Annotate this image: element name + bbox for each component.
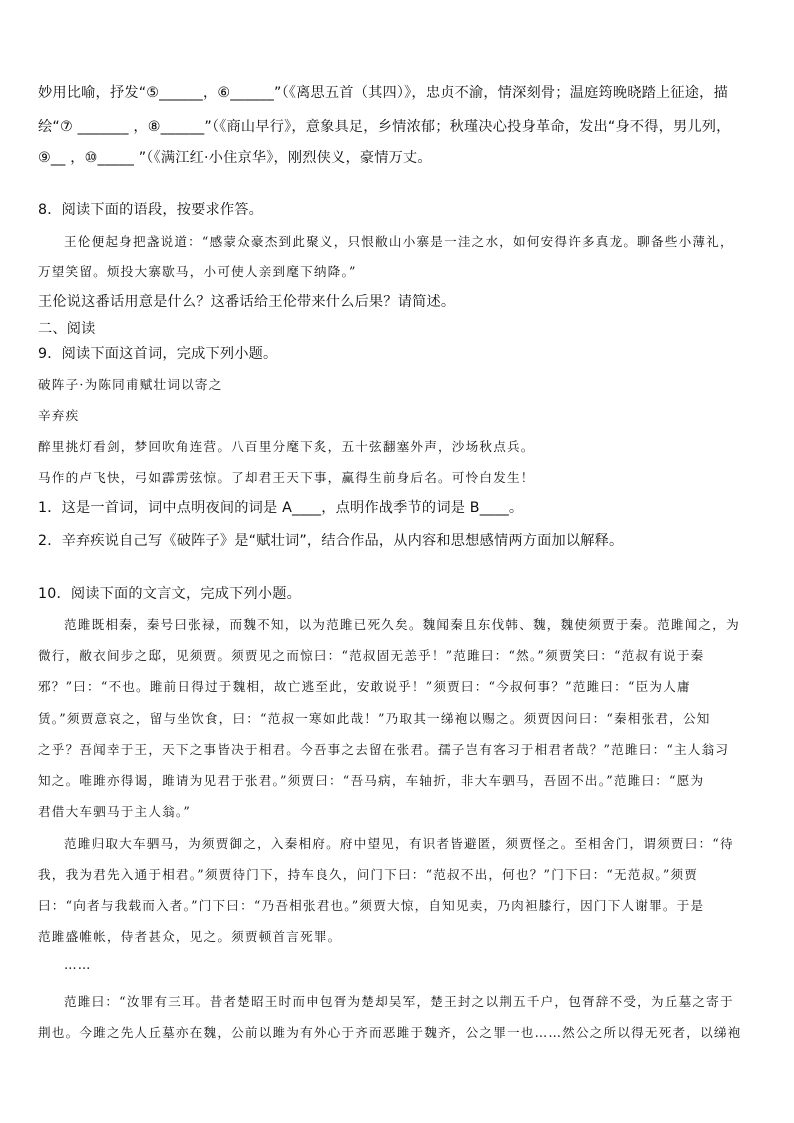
q7-line-3: ⑨__ ，⑩_____ ”（《满江红·小住京华》，刚烈侠义，豪情万丈。 bbox=[38, 150, 432, 166]
q9-stem: 9．阅读下面这首词，完成下列小题。 bbox=[38, 346, 278, 362]
q8-passage-line-1: 王伦便起身把盏说道：“感蒙众豪杰到此聚义，只恨敝山小寨是一洼之水，如何安得许多真龙。聊备些小薄礼， bbox=[64, 234, 734, 249]
q10-para2-line: 我，我为君先入通于相君。”须贾待门下，持车良久，问门下曰：“范叔不出，何也？”门下曰：“无范叔。”须贾 bbox=[38, 867, 699, 882]
q10-para1-line: 之乎？吾闻幸于王，天下之事皆决于相君。今吾事之去留在张君。孺子岂有客习于相君者哉？”范雎曰：“主人翁习 bbox=[38, 742, 730, 757]
section-heading: 二、阅读 bbox=[38, 321, 96, 337]
q8-passage-line-2: 万望笑留。烦投大寨歇马，小可使人亲到麾下纳降。” bbox=[38, 264, 357, 279]
q7-line-2: 绘“⑦ _______ ，⑧______”（《商山早行》，意象具足，乡情浓郁；秋瑾决心投身革命，发出“身不得，男儿列， bbox=[38, 119, 731, 135]
q10-para2-line: 范雎盛帷帐，侍者甚众，见之。须贾顿首言死罪。 bbox=[38, 929, 342, 944]
q9-subquestion-2: 2．辛弃疾说自己写《破阵子》是“赋壮词”，结合作品，从内容和思想感情两方面加以解释。 bbox=[38, 533, 624, 549]
q8-stem: 8．阅读下面的语段，按要求作答。 bbox=[38, 202, 264, 218]
poem-author: 辛弃疾 bbox=[38, 408, 80, 423]
q10-para1-line: 邪？”曰：“不也。雎前日得过于魏相，故亡逃至此，安敢说乎！”须贾曰：“今叔何事？”范雎曰：“臣为人庸 bbox=[38, 679, 691, 694]
q10-para2-line: 范雎归取大车驷马，为须贾御之，入秦相府。府中望见，有识者皆避匿，须贾怪之。至相舍门，谓须贾曰：“待 bbox=[64, 836, 734, 851]
q10-para1-line: 赁。”须贾意哀之，留与坐饮食，曰：“范叔一寒如此哉！”乃取其一绨袍以赐之。须贾因问曰：“秦相张君，公知 bbox=[38, 711, 711, 726]
q10-para3-line: 荆也。今雎之先人丘墓亦在魏，公前以雎为有外心于齐而恶雎于魏齐，公之罪一也……然公之所以得无死者，以绨袍 bbox=[38, 1025, 742, 1040]
q10-ellipsis: …… bbox=[64, 957, 92, 972]
q10-para1-line: 知之。唯雎亦得谒，雎请为见君于张君。”须贾曰：“吾马病，车轴折，非大车驷马，吾固不出。”范雎曰：“愿为 bbox=[38, 773, 705, 788]
poem-line-2: 马作的卢飞快，弓如霹雳弦惊。了却君王天下事，赢得生前身后名。可怜白发生！ bbox=[38, 470, 535, 485]
q10-para1-line: 君借大车驷马于主人翁。” bbox=[38, 804, 192, 819]
poem-title: 破阵子·为陈同甫赋壮词以寄之 bbox=[38, 377, 223, 392]
q10-para3-line: 范雎曰：“汝罪有三耳。昔者楚昭王时而申包胥为楚却吴军，楚王封之以荆五千户，包胥辞不受，为丘墓之寄于 bbox=[64, 994, 734, 1009]
q10-stem: 10．阅读下面的文言文，完成下列小题。 bbox=[38, 586, 302, 602]
q10-para1-line: 微行，敝衣间步之邸，见须贾。须贾见之而惊曰：“范叔固无恙乎！”范雎曰：“然。”须贾笑曰：“范叔有说于秦 bbox=[38, 648, 705, 663]
q10-para1-line: 范雎既相秦，秦号曰张禄，而魏不知，以为范雎已死久矣。魏闻秦且东伐韩、魏，魏使须贾于秦。范雎闻之，为 bbox=[64, 617, 740, 632]
q7-line-1: 妙用比喻，抒发“⑤______，⑥______”（《离思五首（其四）》，忠贞不渝，情深刻骨；温庭筠晚晓踏上征途，描 bbox=[38, 85, 728, 101]
q10-para2-line: 曰：“向者与我载而入者。”门下曰：“乃吾相张君也。”须贾大惊，自知见卖，乃肉袒膝行，因门下人谢罪。于是 bbox=[38, 898, 705, 913]
q8-question: 王伦说这番话用意是什么？这番话给王伦带来什么后果？请简述。 bbox=[38, 294, 456, 310]
q9-subquestion-1: 1．这是一首词，词中点明夜间的词是 A____，点明作战季节的词是 B____。 bbox=[38, 500, 524, 516]
poem-line-1: 醉里挑灯看剑，梦回吹角连营。八百里分麾下炙，五十弦翻塞外声，沙场秋点兵。 bbox=[38, 439, 535, 454]
